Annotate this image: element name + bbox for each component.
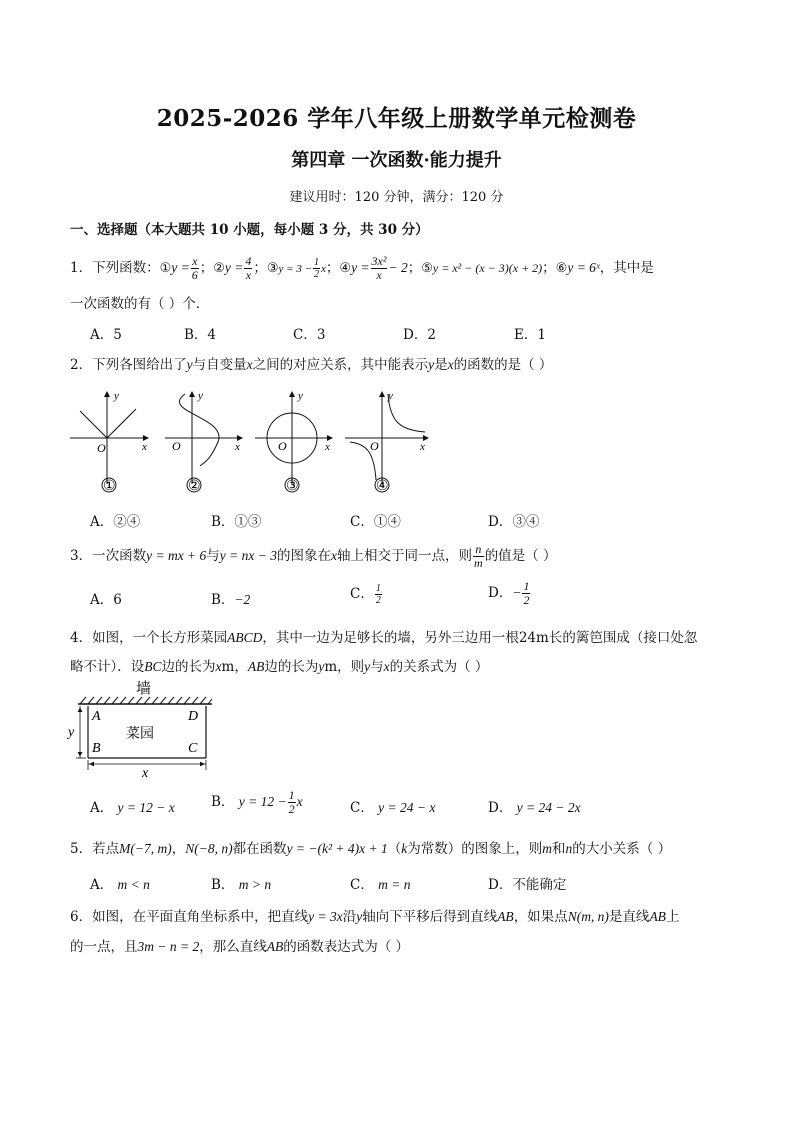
q1-option-e[interactable]: E．1 [514,327,546,343]
q4-option-a[interactable]: A． y = 12 − x [90,800,175,816]
q3-option-d[interactable]: D．− $\frac{1}{2}$ [488,579,530,607]
graph-4-label: ④ [376,479,389,494]
graph-3 [255,392,332,484]
graph-2-axis-x: x [235,441,240,453]
q5-option-d[interactable]: D．不能确定 [488,877,567,893]
page-title: 2025-2026 学年八年级上册数学单元检测卷 [156,105,637,132]
graph-1-axis-y: y [114,390,119,402]
graph-3-axis-y: y [298,390,303,402]
graph-2-axis-y: y [198,390,203,402]
graph-2-label: ② [188,479,201,494]
point-a-label: A [92,709,101,724]
point-d-label: D [188,709,199,724]
q2-option-b[interactable]: B．①③ [211,514,262,530]
question-1-line-1: 1．下列函数：①y = $\frac{x}{6}$ ；②y = $\frac{4}{x}$ ；③y = 3 − $\frac{1}{2}$ x；④y = $\frac{\text{3x²}}{x}$ − 2；⑤y = x² − (x − 3)(x + 2)；⑥y = 6ˣ，其中是 [70,254,654,282]
garden-label: 菜园 [126,727,154,742]
graph-3-origin: O [278,439,287,453]
wall-label: 墙 [136,681,152,697]
graph-4-axis-x: x [420,441,425,453]
question-3-stem: 3．一次函数y = mx + 6与y = nx − 3的图象在x轴上相交于同一点，则 $\frac{n}{m}$ 的值是（ ） [70,542,557,570]
question-5-stem: 5．若点M(−7, m)，N(−8, n)都在函数y = −(k² + 4)x + 1（k为常数）的图象上，则m和n的大小关系（ ） [70,841,672,857]
wall-hatching [78,697,212,704]
graph-4-origin: O [370,439,379,453]
question-6-line-1: 6．如图，在平面直角坐标系中，把直线y = 3x沿y轴向下平移后得到直线AB，如果点N(m, n)是直线AB上 [70,909,680,925]
graph-3-axis-x: x [325,441,330,453]
q2-graphs [60,382,440,500]
q4-option-c[interactable]: C． y = 24 − x [350,800,436,816]
dim-y-label: y [68,725,75,740]
question-2-stem: 2．下列各图给出了y与自变量x之间的对应关系，其中能表示y是x的函数的是（ ） [70,357,553,373]
q3-option-c[interactable]: C． $\frac{1}{2}$ [350,583,381,606]
dim-x-label: x [142,766,149,780]
q4-option-b[interactable]: B． y = 12 − $\frac{1}{2}$ x [211,788,303,816]
graph-1-axis-x: x [142,441,147,453]
question-4-line-1: 4．如图，一个长方形菜园ABCD，其中一边为足够长的墙，另外三边用一根24m长的篱笆围成（接口处忽 [70,630,698,646]
graph-1 [70,392,148,484]
time-score-note: 建议用时：120 分钟，满分：120 分 [289,190,504,205]
point-c-label: C [188,741,198,756]
q3-option-b[interactable]: B．−2 [211,592,251,608]
q2-option-a[interactable]: A．②④ [90,514,141,530]
graph-4 [345,392,428,484]
graph-2-origin: O [172,439,181,453]
graph-4-axis-y: y [388,390,393,402]
question-6-line-2: 的一点，且3m − n = 2，那么直线AB的函数表达式为（ ） [70,939,410,955]
q5-option-c[interactable]: C． m = n [350,877,411,893]
q2-option-c[interactable]: C．①④ [350,514,401,530]
q4-option-d[interactable]: D． y = 24 − 2x [488,800,581,816]
q5-option-b[interactable]: B． m > n [211,877,272,893]
q4-garden-figure [66,678,226,780]
graph-3-label: ③ [286,479,299,494]
q1-option-b[interactable]: B．4 [184,327,217,343]
graph-1-label: ① [103,479,116,494]
q1-option-d[interactable]: D．2 [403,327,436,343]
section-heading: 一、选择题（本大题共 10 小题，每小题 3 分，共 30 分） [70,222,429,238]
graph-2 [165,392,242,484]
chapter-subtitle: 第四章 一次函数·能力提升 [291,150,502,171]
q1-option-c[interactable]: C．3 [293,327,326,343]
point-b-label: B [92,741,101,756]
q2-option-d[interactable]: D．③④ [488,514,540,530]
question-4-line-2: 略不计）．设BC边的长为xm，AB边的长为ym，则y与x的关系式为（ ） [70,659,489,675]
q5-option-a[interactable]: A． m < n [90,877,150,893]
question-1-line-2: 一次函数的有（ ）个． [70,296,210,312]
q3-option-a[interactable]: A．6 [90,592,122,608]
graph-1-origin: O [97,441,106,455]
q1-option-a[interactable]: A．5 [90,327,122,343]
